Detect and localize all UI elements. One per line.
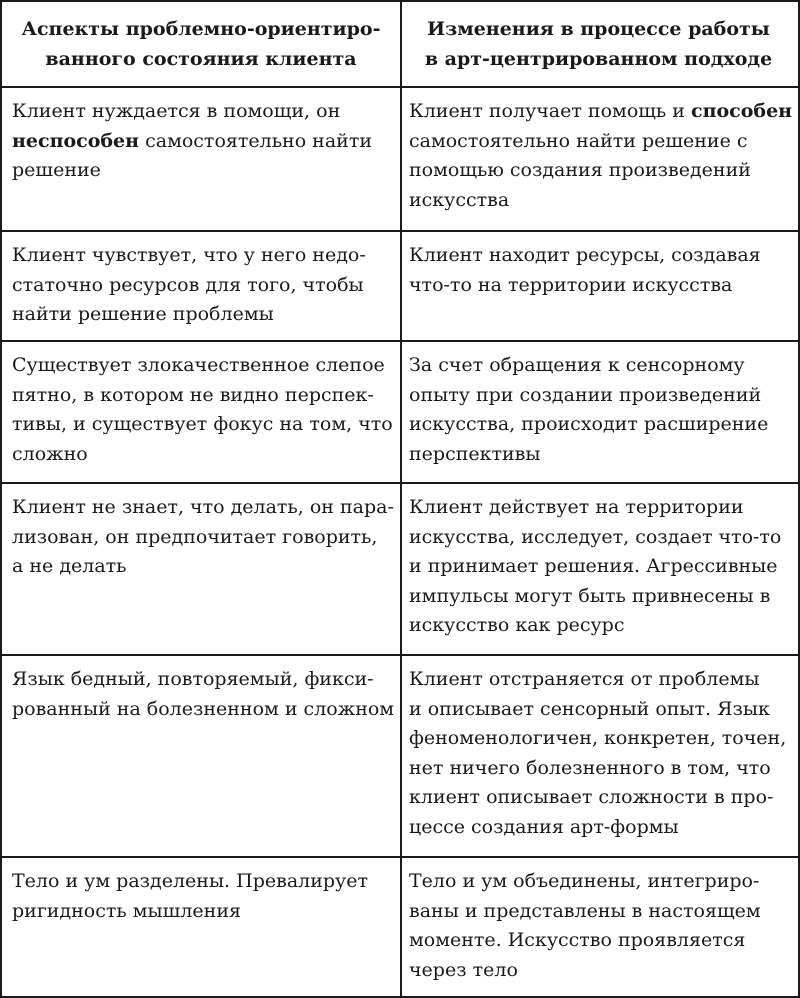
cell-line: лизован, он предпочитает говорить, <box>12 525 378 548</box>
cell-line: и принимает решения. Агрессивные <box>409 555 778 577</box>
cell-line: найти решение проблемы <box>12 303 274 325</box>
cell-line: клиент описывает сложности в про- <box>409 786 774 808</box>
change-cell <box>402 858 798 998</box>
cell-line: и описывает сенсорный опыт. Язык <box>409 697 770 720</box>
header-line: Изменения в процессе работы <box>427 18 770 40</box>
cell-line: самостоятельно найти решение с <box>409 129 748 152</box>
cell-line: решение <box>12 159 101 181</box>
header-cell-changes <box>402 2 798 86</box>
change-cell <box>402 342 798 482</box>
cell-line: опыту при создании произведений <box>409 383 762 406</box>
emphasized-text: неспособен <box>12 129 140 152</box>
change-cell <box>402 484 798 654</box>
change-cell <box>402 656 798 856</box>
table-row <box>2 88 798 232</box>
cell-line: За счет обращения к сенсорному <box>409 354 745 376</box>
change-cell <box>402 232 798 340</box>
cell-line: искусства, происходит расширение <box>409 413 769 435</box>
table-row <box>2 342 798 484</box>
aspect-cell <box>2 484 402 654</box>
aspect-cell <box>2 88 402 230</box>
table-row <box>2 656 798 858</box>
cell-line: Язык бедный, повторяемый, фикси- <box>12 668 374 690</box>
header-line: в арт-центрированном подходе <box>424 48 773 70</box>
cell-line: феноменологичен, конкретен, точен, <box>409 727 787 749</box>
cell-line: искусства <box>409 188 510 211</box>
cell-line <box>409 97 793 127</box>
cell-line: что-то на территории искусства <box>409 273 733 296</box>
cell-line: нет ничего болезненного в том, что <box>409 756 771 779</box>
cell-line: перспективы <box>409 442 541 465</box>
cell-line: помощью создания произведений <box>409 159 751 181</box>
cell-line: пятно, в котором не видно перспек- <box>12 383 374 406</box>
cell-line: рованный на болезненном и сложном <box>12 697 395 720</box>
cell-line: Клиент действует на территории <box>409 496 744 518</box>
cell-line: искусства, исследует, создает что-то <box>409 525 782 548</box>
text-segment: самостоятельно найти <box>139 129 373 152</box>
cell-line: цессе создания арт-формы <box>409 815 679 838</box>
cell-line: Клиент нуждается в помощи, он <box>12 100 341 122</box>
cell-line: ригидность мышления <box>12 899 241 922</box>
header-line: ванного состояния клиента <box>45 48 357 70</box>
cell-line: а не делать <box>12 555 127 577</box>
cell-line: импульсы могут быть привнесены в <box>409 584 771 607</box>
text-segment: Клиент получает помощь и <box>409 100 692 122</box>
aspect-cell <box>2 342 402 482</box>
cell-line: статочно ресурсов для того, чтобы <box>12 273 364 296</box>
cell-line: моменте. Искусство проявляется <box>409 929 746 951</box>
cell-line: Клиент не знает, что делать, он пара- <box>12 496 394 518</box>
aspect-cell <box>2 656 402 856</box>
table-row <box>2 858 798 998</box>
table-header-row <box>2 2 798 88</box>
aspect-cell <box>2 858 402 998</box>
cell-line: Существует злокачественное слепое <box>12 354 385 376</box>
cell-line: искусство как ресурс <box>409 614 625 636</box>
cell-line: ваны и представлены в настоящем <box>409 899 761 922</box>
cell-line: сложно <box>12 442 88 465</box>
cell-line: Клиент отстраняется от проблемы <box>409 668 760 690</box>
cell-line: Тело и ум разделены. Превалирует <box>12 870 368 892</box>
change-cell <box>402 88 798 230</box>
emphasized-text: способен <box>691 100 793 122</box>
cell-line: через тело <box>409 958 518 981</box>
aspect-cell <box>2 232 402 340</box>
cell-line: тивы, и существует фокус на том, что <box>12 413 393 435</box>
cell-line: Клиент чувствует, что у него недо- <box>12 244 366 266</box>
header-cell-aspects <box>2 2 402 86</box>
cell-line: Тело и ум объединены, интегриро- <box>409 870 760 892</box>
table-row <box>2 232 798 342</box>
header-line: Аспекты проблемно-ориентиро- <box>21 18 381 40</box>
cell-line <box>12 127 390 157</box>
table-row <box>2 484 798 656</box>
cell-line: Клиент находит ресурсы, создавая <box>409 244 761 266</box>
